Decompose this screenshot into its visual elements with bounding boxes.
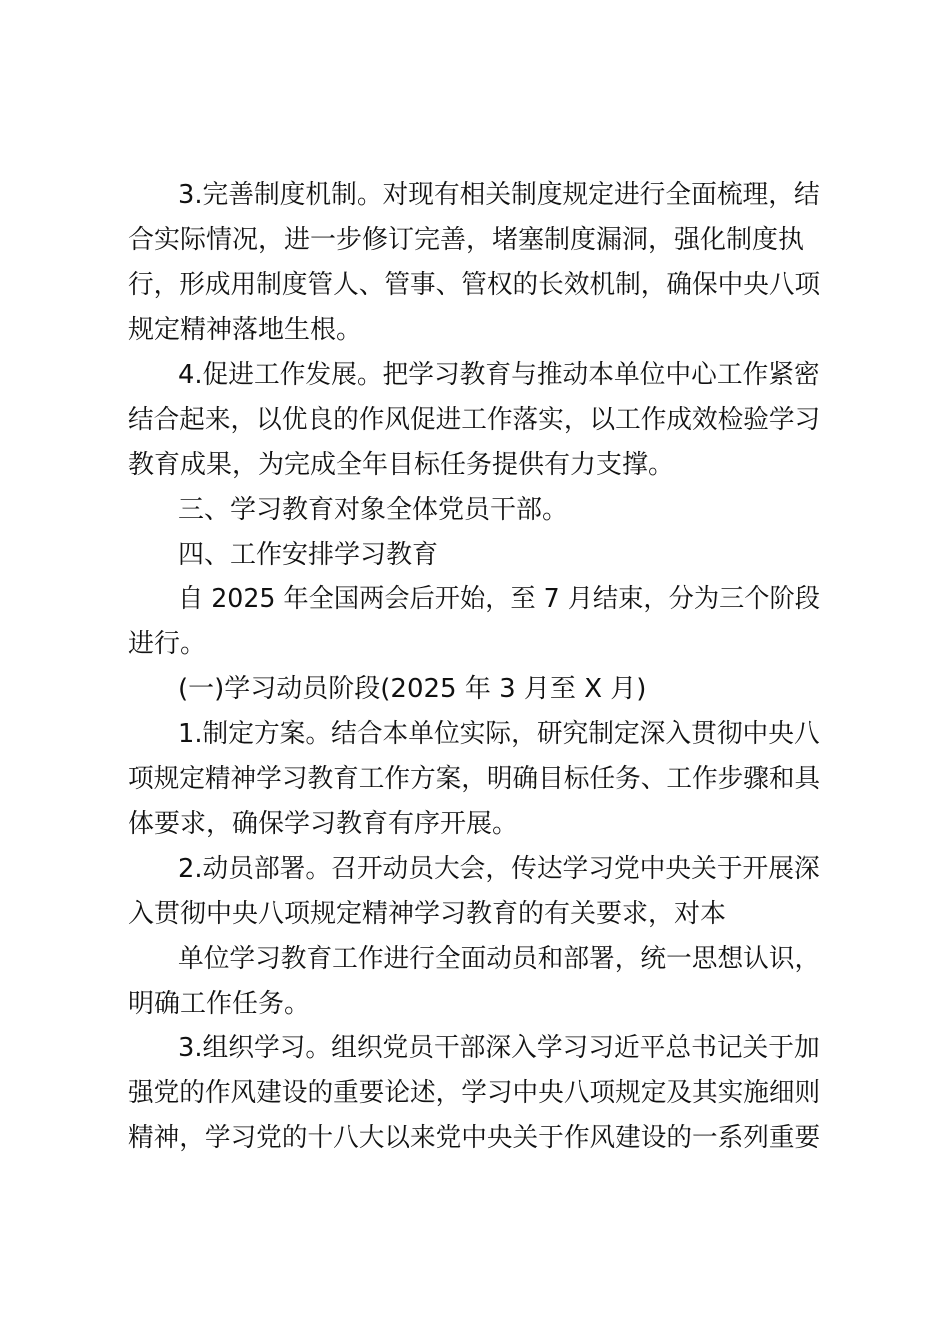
paragraph-line: 1.制定方案。结合本单位实际，研究制定深入贯彻中央八 bbox=[178, 719, 820, 749]
paragraph-line: 3.完善制度机制。对现有相关制度规定进行全面梳理，结 bbox=[178, 180, 820, 210]
section-heading: 三、学习教育对象全体党员干部。 bbox=[178, 495, 569, 525]
paragraph-line: 单位学习教育工作进行全面动员和部署，统一思想认识， bbox=[178, 944, 821, 974]
section-heading: 四、工作安排学习教育 bbox=[178, 540, 439, 570]
subsection-heading: (一)学习动员阶段(2025 年 3 月至 X 月) bbox=[178, 674, 647, 704]
paragraph-line: 精神，学习党的十八大以来党中央关于作风建设的一系列重要 bbox=[128, 1123, 821, 1153]
paragraph-line: 结合起来，以优良的作风促进工作落实，以工作成效检验学习 bbox=[128, 405, 821, 435]
paragraph-line: 进行。 bbox=[128, 629, 207, 659]
paragraph-line: 项规定精神学习教育工作方案，明确目标任务、工作步骤和具 bbox=[128, 764, 821, 794]
paragraph-line: 明确工作任务。 bbox=[128, 989, 311, 1019]
paragraph-line: 2.动员部署。召开动员大会，传达学习党中央关于开展深 bbox=[178, 854, 820, 884]
paragraph-line: 合实际情况，进一步修订完善，堵塞制度漏洞，强化制度执 bbox=[128, 225, 805, 255]
paragraph-line: 入贯彻中央八项规定精神学习教育的有关要求，对本 bbox=[128, 899, 727, 929]
paragraph-line: 强党的作风建设的重要论述，学习中央八项规定及其实施细则 bbox=[128, 1078, 821, 1108]
paragraph-line: 自 2025 年全国两会后开始，至 7 月结束，分为三个阶段 bbox=[178, 584, 820, 614]
paragraph-line: 教育成果，为完成全年目标任务提供有力支撑。 bbox=[128, 450, 675, 480]
paragraph-line: 行，形成用制度管人、管事、管权的长效机制，确保中央八项 bbox=[128, 270, 821, 300]
paragraph-line: 体要求，确保学习教育有序开展。 bbox=[128, 809, 519, 839]
paragraph-line: 规定精神落地生根。 bbox=[128, 315, 363, 345]
paragraph-line: 4.促进工作发展。把学习教育与推动本单位中心工作紧密 bbox=[178, 360, 820, 390]
paragraph-line: 3.组织学习。组织党员干部深入学习习近平总书记关于加 bbox=[178, 1033, 820, 1063]
